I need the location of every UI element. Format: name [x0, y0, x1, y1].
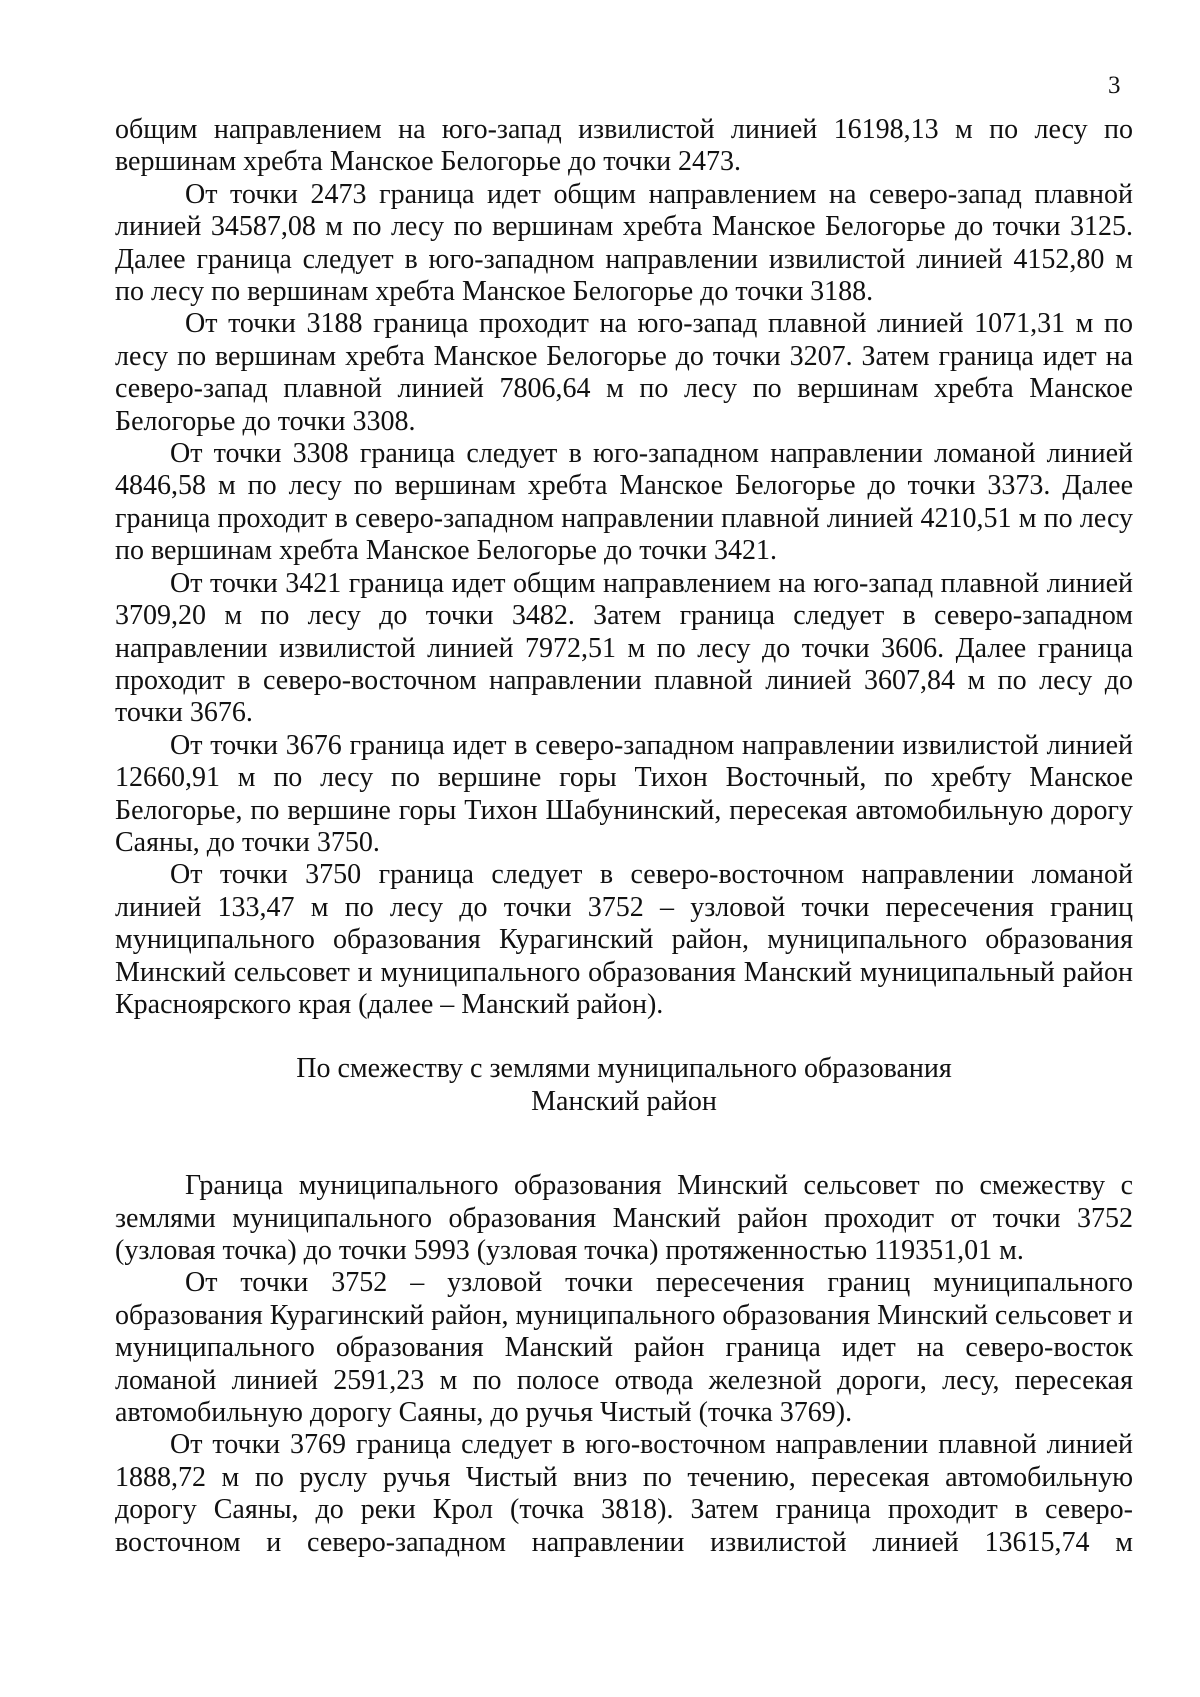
paragraph: От точки 2473 граница идет общим направлением на северо-запад плавной линией 34587,08 м по лесу по вершинам хребта Манское Белогорье до точки 3125. Далее граница следует в юго-западном направлении извилистой линией 4152,80 м по лесу по вершинам хребта Манское Белогорье до точки 3188.	[115, 178, 1133, 308]
paragraph: От точки 3308 граница следует в юго-западном направлении ломаной линией 4846,58 м по лесу по вершинам хребта Манское Белогорье до точки 3373. Далее граница проходит в северо-западном направлении плавной линией 4210,51 м по лесу по вершинам хребта Манское Белогорье до точки 3421.	[115, 438, 1133, 567]
paragraph: Граница муниципального образования Минский сельсовет по смежеству с землями муниципального образования Манский район проходит от точки 3752 (узловая точка) до точки 5993 (узловая точка) протяженностью 119351,01 м.	[115, 1170, 1133, 1266]
section-heading-line: Манский район	[531, 1085, 717, 1117]
paragraph: От точки 3676 граница идет в северо-западном направлении извилистой линией 12660,91 м по лесу по вершине горы Тихон Восточный, по хребту Манское Белогорье, по вершине горы Тихон Шабунинский, пересекая автомобильную дорогу Саяны, до точки 3750.	[115, 729, 1133, 858]
section-heading-line: По смежеству с землями муниципального образования	[296, 1053, 952, 1085]
paragraph: От точки 3750 граница следует в северо-восточном направлении ломаной линией 133,47 м по лесу до точки 3752 – узловой точки пересечения границ муниципального образования Курагинский район, муниципального образования Минский сельсовет и муниципального образования Манский муниципальный район Красноярского края (далее – Манский район).	[115, 859, 1133, 1020]
paragraph: От точки 3188 граница проходит на юго-запад плавной линией 1071,31 м по лесу по вершинам хребта Манское Белогорье до точки 3207. Затем граница идет на северо-запад плавной линией 7806,64 м по лесу по вершинам хребта Манское Белогорье до точки 3308.	[115, 308, 1133, 437]
paragraph: общим направлением на юго-запад извилистой линией 16198,13 м по лесу по вершинам хребта Манское Белогорье до точки 2473.	[115, 114, 1133, 178]
section-heading	[115, 1053, 1133, 1118]
document-body	[115, 114, 1133, 1559]
paragraph: От точки 3769 граница следует в юго-восточном направлении плавной линией 1888,72 м по руслу ручья Чистый вниз по течению, пересекая автомобильную дорогу Саяны, до реки Крол (точка 3818). Затем граница проходит в северо-восточном и северо-западном направлении извилистой линией 13615,74 м	[115, 1429, 1133, 1558]
paragraph: От точки 3421 граница идет общим направлением на юго-запад плавной линией 3709,20 м по лесу до точки 3482. Затем граница следует в северо-западном направлении извилистой линией 7972,51 м по лесу до точки 3606. Далее граница проходит в северо-восточном направлении плавной линией 3607,84 м по лесу до точки 3676.	[115, 567, 1133, 729]
paragraph: От точки 3752 – узловой точки пересечения границ муниципального образования Курагинский район, муниципального образования Минский сельсовет и муниципального образования Манский район граница идет на северо-восток ломаной линией 2591,23 м по полосе отвода железной дороги, лесу, пересекая автомобильную дорогу Саяны, до ручья Чистый (точка 3769).	[115, 1267, 1134, 1429]
page-number: 3	[1108, 72, 1121, 99]
